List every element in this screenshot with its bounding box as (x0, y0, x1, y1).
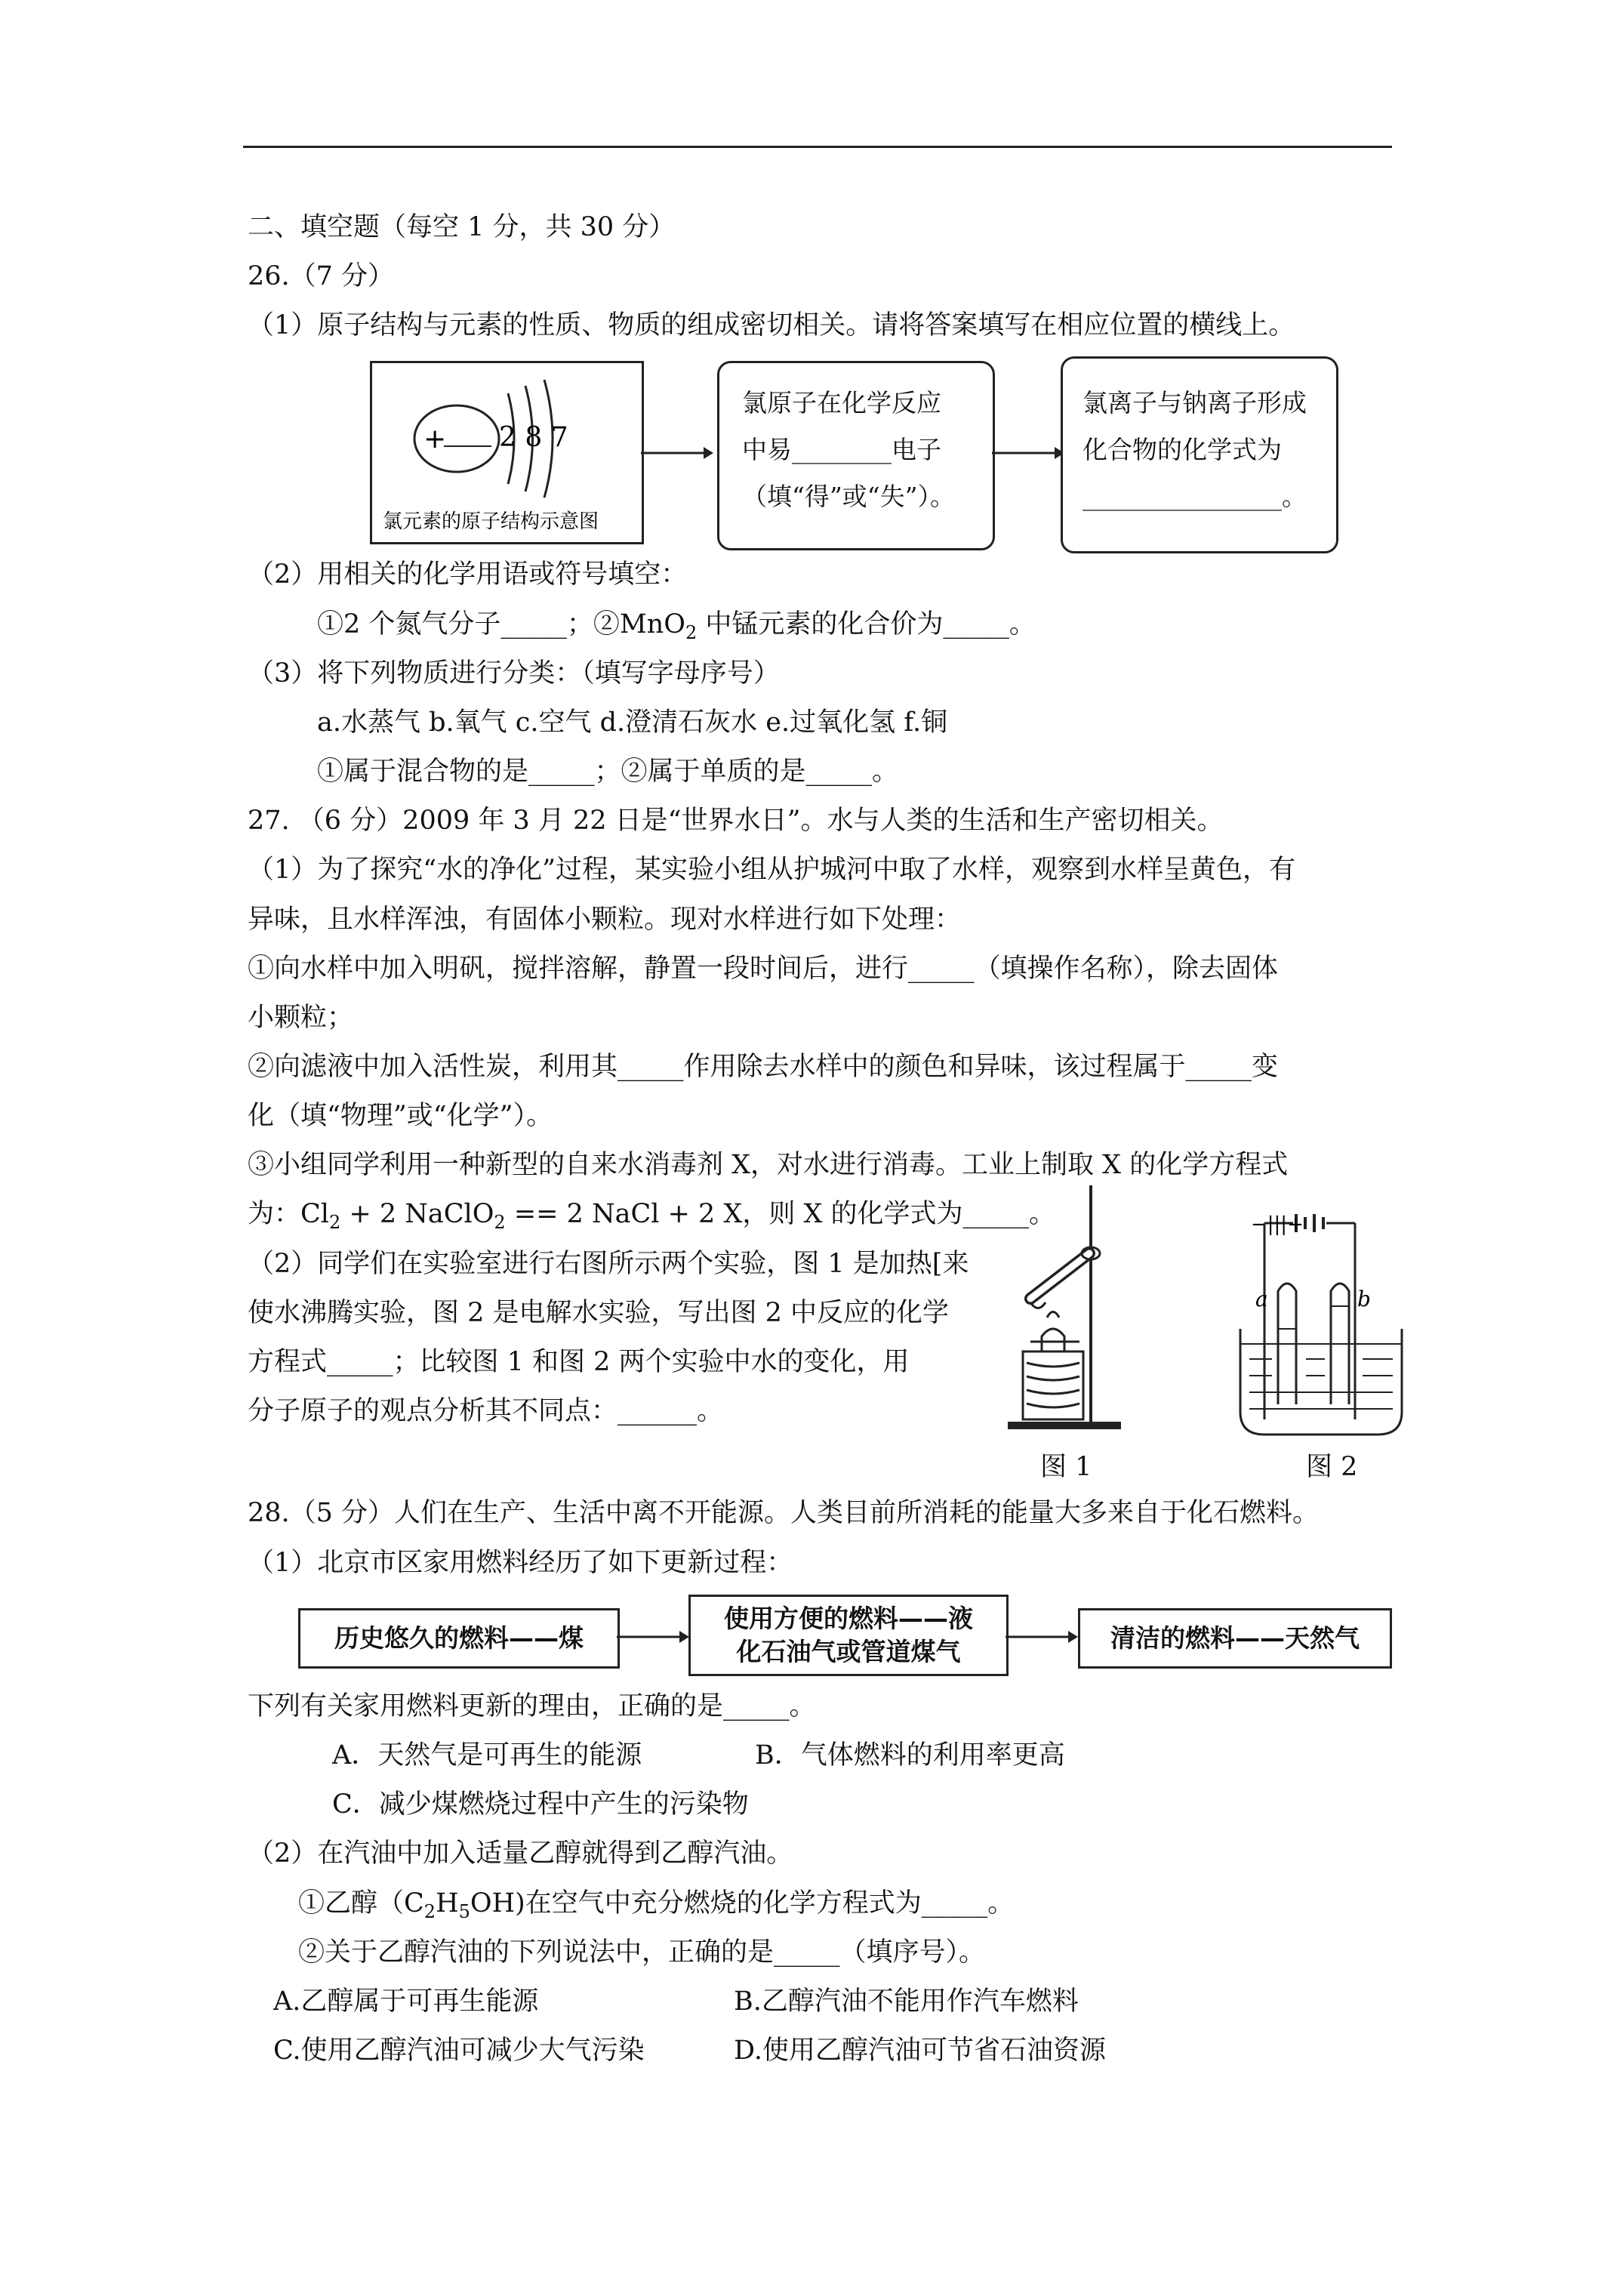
q28-option-c: C．减少煤燃烧过程中产生的污染物 (332, 1789, 749, 1820)
fuel-arrow-1 (615, 1622, 691, 1652)
compound-formula-box (1061, 356, 1338, 553)
figure-2-electrolysis-apparatus (1234, 1208, 1408, 1442)
atom-diagram (372, 363, 642, 542)
top-rule (243, 146, 1392, 148)
q26-heading: 26.（7 分） (248, 261, 395, 291)
fuel-natural-gas-box: 清洁的燃料——天然气 (1078, 1608, 1392, 1669)
q27-line9: （2）同学们在实验室进行右图所示两个实验，图 1 是加热[来 (248, 1249, 969, 1279)
q27-line6: 化（填“物理”或“化学”）。 (248, 1101, 553, 1131)
figure-1-caption: 图 1 (1040, 1452, 1092, 1482)
fuel-arrow-2 (1004, 1622, 1079, 1652)
q26-part3-items: a.水蒸气 b.氧气 c.空气 d.澄清石灰水 e.过氧化氢 f.铜 (317, 707, 948, 738)
box3-line3: ________________。 (1083, 482, 1307, 511)
section-title: 二、填空题（每空 1 分，共 30 分） (248, 212, 676, 242)
box2-line2: 中易________电子 (742, 435, 941, 464)
q28-choice-d: D.使用乙醇汽油可节省石油资源 (734, 2036, 1106, 2066)
battery-label: −|||+ (1251, 1213, 1304, 1236)
q26-part3: （3）将下列物质进行分类：（填写字母序号） (248, 658, 780, 689)
fuel-lpg-box: 使用方便的燃料——液 化石油气或管道煤气 (688, 1595, 1009, 1676)
q28-line4-ethanol: ①乙醇$(C_2H_5OH)$在空气中充分燃烧的化学方程式为_____。 (298, 1888, 1015, 1922)
q26-part1: （1）原子结构与元素的性质、物质的组成密切相关。请将答案填写在相应位置的横线上。 (248, 310, 1295, 341)
q28-line2: 下列有关家用燃料更新的理由，正确的是_____。 (248, 1691, 816, 1721)
q27-line2: 异味，且水样浑浊，有固体小颗粒。现对水样进行如下处理： (248, 905, 962, 935)
q27-line8-equation: 为：$Cl_2 + 2$ NaClO$_2$ == 2 NaCl + 2 X，则 X 的化学式为_____。 (248, 1199, 1056, 1233)
atom-caption: 氯元素的原子结构示意图 (383, 510, 599, 533)
q28-heading: 28.（5 分）人们在生产、生活中离不开能源。人类目前所消耗的能量大多来自于化石燃料。 (248, 1498, 1320, 1528)
nucleus-plus: + (423, 424, 447, 455)
q27-line12: 分子原子的观点分析其不同点：______。 (248, 1396, 724, 1426)
q28-option-b: B．气体燃料的利用率更高 (755, 1740, 1065, 1771)
box2-line1: 氯原子在化学反应 (742, 388, 941, 418)
box3-line2: 化合物的化学式为 (1083, 435, 1282, 464)
q27-line11: 方程式_____；比较图 1 和图 2 两个实验中水的变化，用 (248, 1347, 910, 1377)
electron-counts: 2 8 7 (499, 422, 568, 453)
q28-line1: （1）北京市区家用燃料经历了如下更新过程： (248, 1548, 793, 1578)
q27-heading: 27. （6 分）2009 年 3 月 22 日是“世界水日”。水与人类的生活和生产密切相关。 (248, 806, 1224, 836)
arrow-2 (990, 438, 1066, 468)
q26-part2: （2）用相关的化学用语或符号填空： (248, 559, 688, 590)
q27-line1: （1）为了探究“水的净化”过程，某实验小组从护城河中取了水样，观察到水样呈黄色，有 (248, 855, 1296, 885)
q26-part3-blanks: ①属于混合物的是_____；②属于单质的是_____。 (317, 757, 899, 787)
q27-line5: ②向滤液中加入活性炭，利用其_____作用除去水样中的颜色和异味，该过程属于_____变 (248, 1052, 1279, 1082)
q28-choice-b: B.乙醇汽油不能用作汽车燃料 (734, 1986, 1079, 2017)
chlorine-reaction-box (717, 361, 995, 550)
box3-line1: 氯离子与钠离子形成 (1083, 388, 1307, 418)
tube-a-label: a (1255, 1287, 1268, 1311)
q27-line10: 使水沸腾实验，图 2 是电解水实验，写出图 2 中反应的化学 (248, 1298, 950, 1328)
q28-line5: ②关于乙醇汽油的下列说法中，正确的是_____（填序号）。 (298, 1937, 986, 1968)
box2-line3: （填“得”或“失”）。 (742, 482, 955, 511)
q27-line3: ①向水样中加入明矾，搅拌溶解，静置一段时间后，进行_____（填操作名称），除去固体 (248, 954, 1279, 984)
q28-line3: （2）在汽油中加入适量乙醇就得到乙醇汽油。 (248, 1838, 793, 1869)
tube-b-label: b (1357, 1287, 1371, 1311)
q27-line4: 小颗粒； (248, 1003, 354, 1033)
q27-line7: ③小组同学利用一种新型的自来水消毒剂 X，对水进行消毒。工业上制取 X 的化学方程式 (248, 1150, 1289, 1180)
q28-choice-a: A.乙醇属于可再生能源 (273, 1986, 539, 2017)
atom-structure-box (370, 361, 644, 544)
figure-2-caption: 图 2 (1306, 1452, 1358, 1482)
arrow-1 (639, 438, 715, 468)
q28-choice-c: C.使用乙醇汽油可减少大气污染 (273, 2036, 645, 2066)
q28-option-a: A．天然气是可再生的能源 (332, 1740, 642, 1771)
q26-part2-blanks: ①2 个氮气分子_____；②MnO$_2$ 中锰元素的化合价为_____。 (317, 609, 1036, 643)
fuel-coal-box: 历史悠久的燃料——煤 (298, 1608, 620, 1669)
figure-1-heating-apparatus (1000, 1182, 1136, 1442)
